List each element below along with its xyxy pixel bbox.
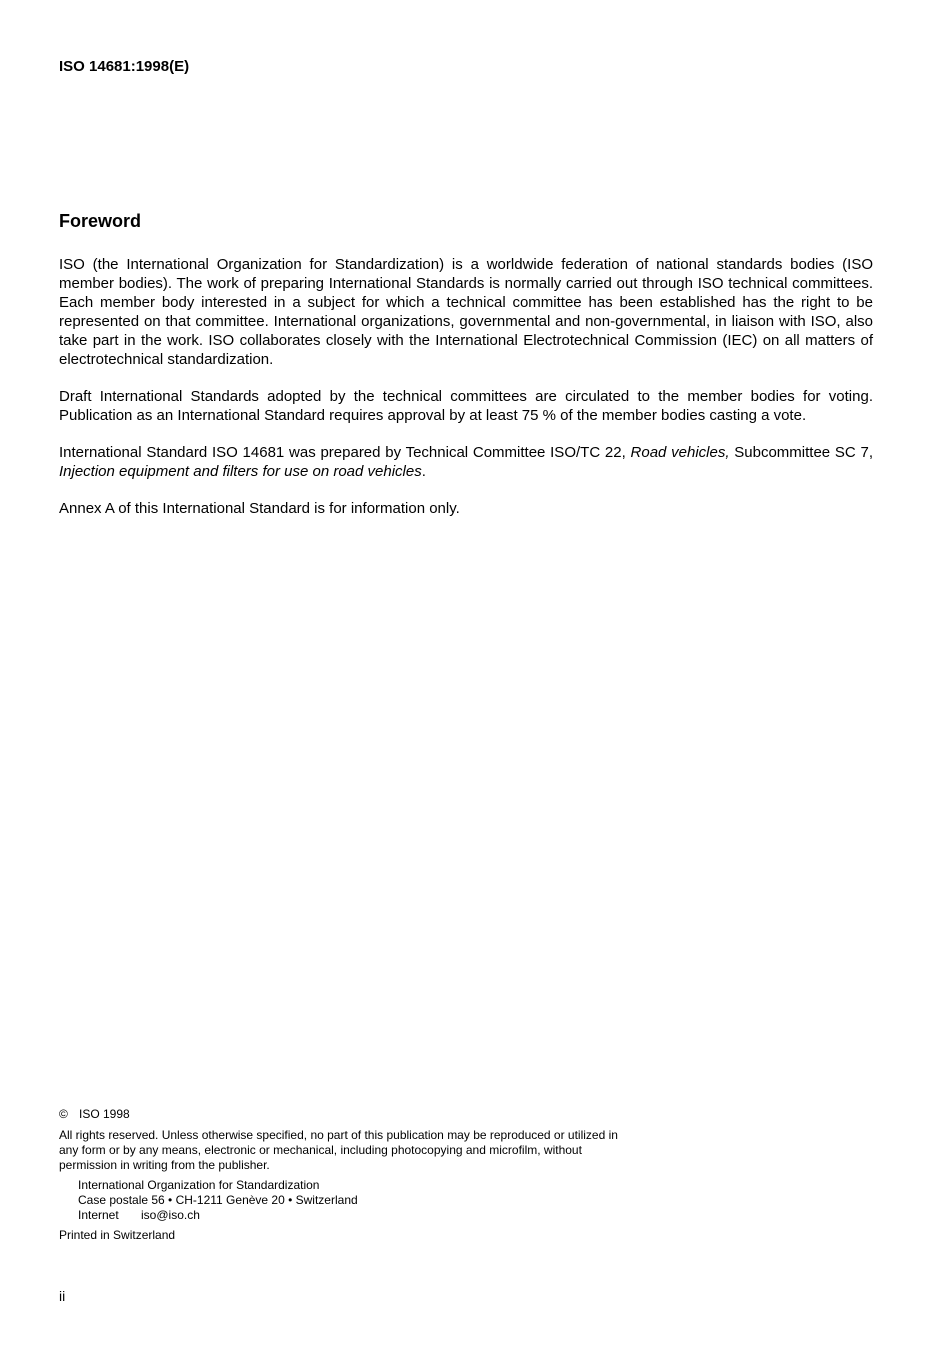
rights-statement: All rights reserved. Unless otherwise specified, no part of this publication may be reproduced or utilized in any form or by any means, electronic or mechanical, including photocopying and microfilm, without permission in writing from the publisher. [59,1128,618,1172]
publisher-postal: Case postale 56 • CH-1211 Genève 20 • Switzerland [78,1193,358,1207]
copyright-icon: © [59,1107,68,1121]
subcommittee-title: Injection equipment and filters for use on road vehicles [59,463,422,480]
foreword-heading: Foreword [59,211,142,231]
copyright-line [59,1107,619,1122]
publisher-address [78,1178,619,1223]
foreword-paragraph-preparation [59,443,873,481]
foreword-body [59,255,873,536]
committee-title: Road vehicles, [630,444,730,461]
publisher-internet [78,1208,619,1223]
copyright-year: ISO 1998 [79,1107,130,1121]
document-id-header: ISO 14681:1998(E) [59,58,190,75]
copyright-block [59,1107,619,1243]
publisher-name: International Organization for Standardization [78,1178,320,1192]
preparation-text-end: . [421,463,426,480]
internet-label: Internet [78,1208,119,1222]
preparation-text-lead: International Standard ISO 14681 was prepared by Technical Committee ISO/TC 22, [59,444,631,461]
foreword-paragraph-draft: Draft International Standards adopted by the technical committees are circulated to the member bodies for voting. Publication as an International Standard requires approval by at least 75 % of the member bodies casting a vote. [59,388,873,424]
foreword-paragraph-iso: ISO (the International Organization for Standardization) is a worldwide federation of national standards bodies (ISO member bodies). The work of preparing International Standards is normally carried out through ISO technical committees. Each member body interested in a subject for which a technical committee has been established has the right to be represented on that committee. International organizations, governmental and non-governmental, in liaison with ISO, also take part in the work. ISO collaborates closely with the International Electrotechnical Commission (IEC) on all matters of electrotechnical standardization. [59,256,873,368]
internet-email: iso@iso.ch [141,1208,200,1222]
foreword-paragraph-annex: Annex A of this International Standard is for information only. [59,500,460,517]
preparation-text-mid: Subcommittee SC 7, [729,444,873,461]
printed-location: Printed in Switzerland [59,1228,176,1242]
page-number: ii [59,1288,66,1304]
